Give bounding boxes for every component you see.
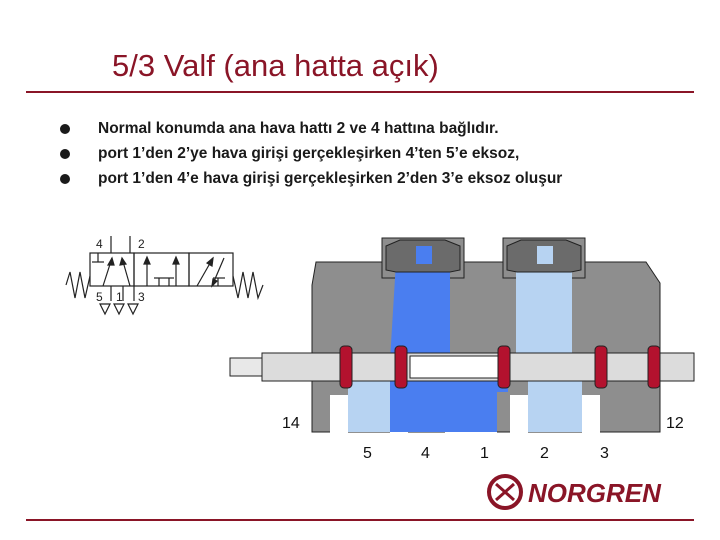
port-label-4: 4 xyxy=(421,445,430,462)
port-label-1: 1 xyxy=(480,445,489,462)
symbol-port-3: 3 xyxy=(138,290,145,304)
port-label-3: 3 xyxy=(600,445,609,462)
footer-divider xyxy=(26,519,694,521)
port-label-2: 2 xyxy=(540,445,549,462)
pilot-label-12: 12 xyxy=(666,415,684,432)
symbol-port-4: 4 xyxy=(96,237,103,251)
logo-wordmark: NORGREN xyxy=(528,478,661,508)
port-label-5: 5 xyxy=(363,445,372,462)
symbol-port-1: 1 xyxy=(116,290,123,304)
page-title: 5/3 Valf (ana hatta açık) xyxy=(112,48,439,83)
logo-emblem-mark xyxy=(496,484,514,500)
symbol-port-2: 2 xyxy=(138,237,145,251)
pilot-label-14: 14 xyxy=(282,415,300,432)
symbol-port-5: 5 xyxy=(96,290,103,304)
